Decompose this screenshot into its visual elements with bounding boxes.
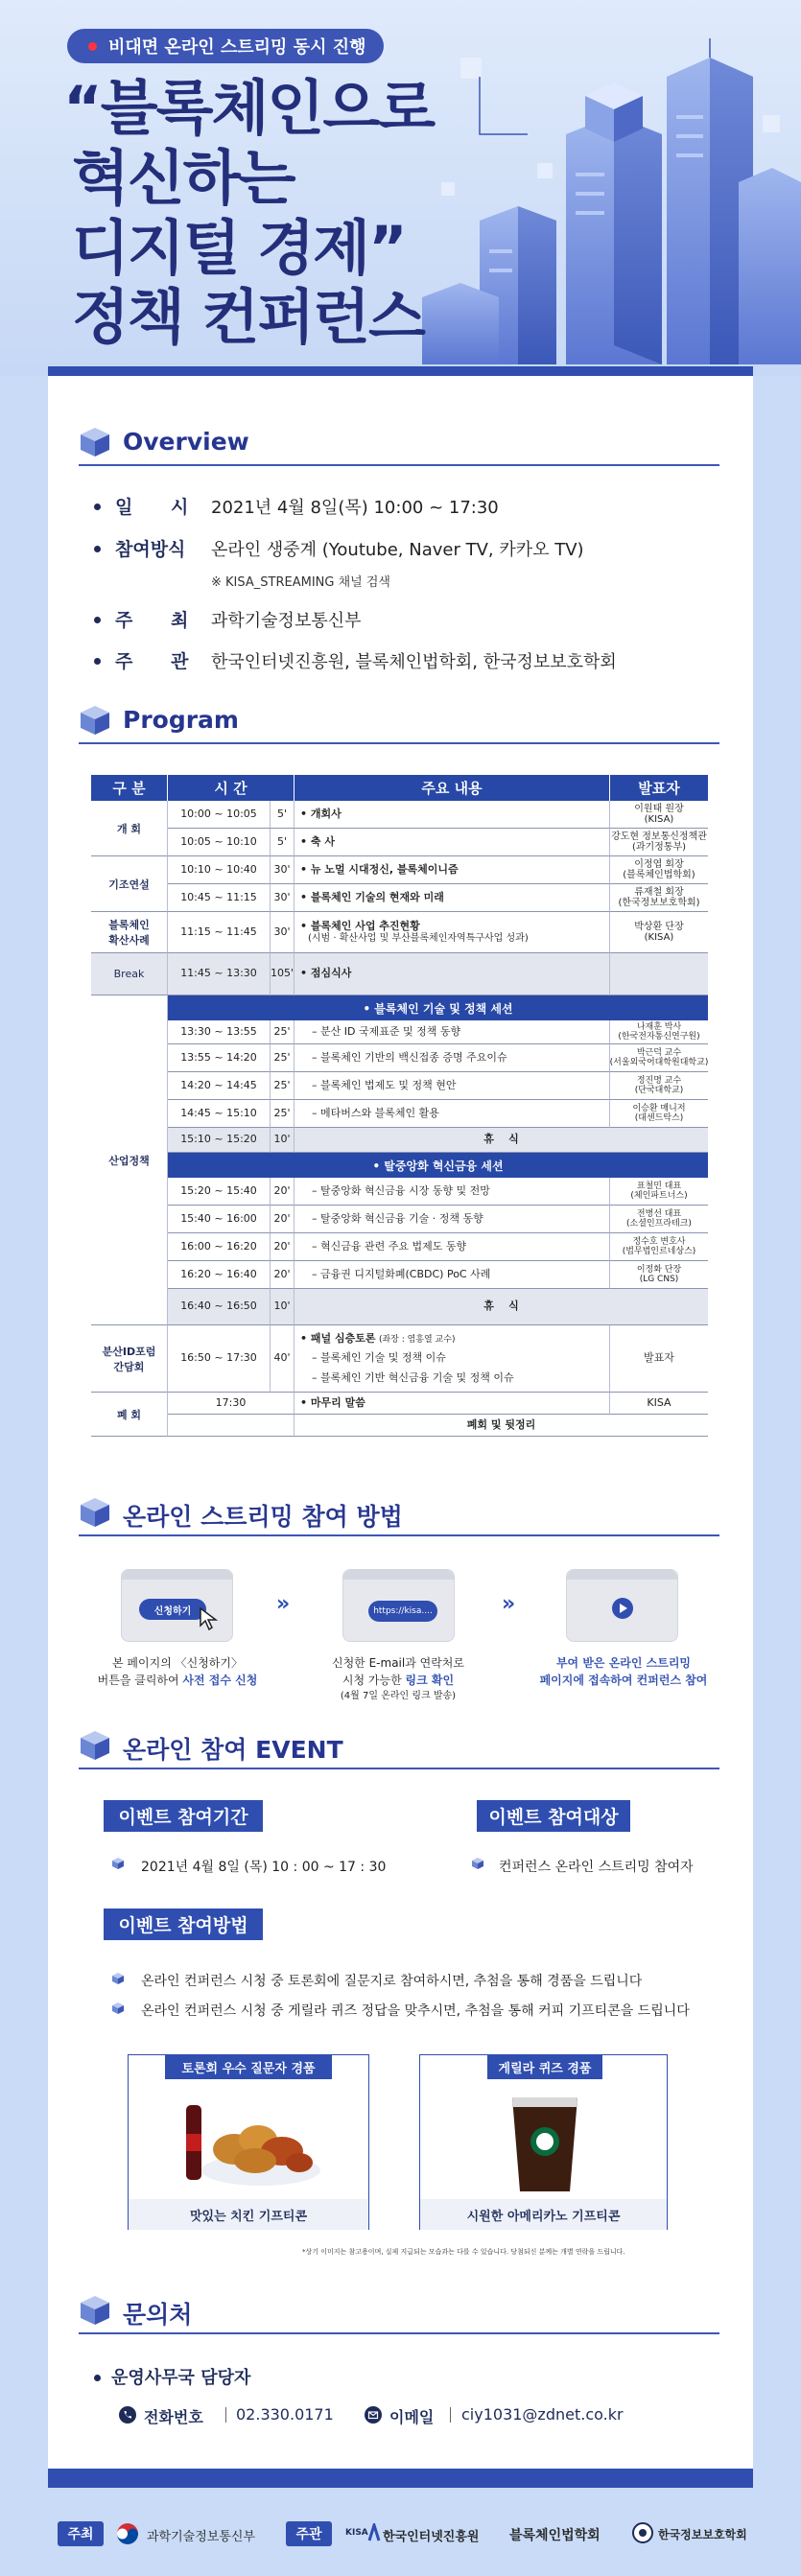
time-cell: 14:45 ~ 15:10 xyxy=(168,1100,271,1128)
streaming-divider xyxy=(79,1534,719,1536)
minutes-cell: 40' xyxy=(271,1325,294,1393)
contact-heading: 문의처 xyxy=(123,2301,193,2329)
cube-bullet-icon xyxy=(111,1857,125,1870)
org-kisa: 한국인터넷진흥원 xyxy=(383,2530,480,2544)
content-cell: – 메타버스와 블록체인 활용 xyxy=(294,1100,610,1128)
minutes-cell: 10' xyxy=(271,1289,294,1325)
cube-icon xyxy=(79,704,111,737)
speaker-cell: 이정화 단장 (LG CNS) xyxy=(610,1261,708,1289)
arrow-icon: » xyxy=(502,1592,516,1616)
bullet-icon xyxy=(94,546,101,552)
program-table xyxy=(91,775,708,1467)
bullet-icon xyxy=(94,658,101,665)
kiisc-logo-icon xyxy=(632,2522,653,2543)
kisa-logo: KISA xyxy=(345,2528,368,2538)
minutes-cell: 20' xyxy=(271,1178,294,1206)
live-dot-icon xyxy=(88,42,97,51)
phone-number[interactable]: 02.330.0171 xyxy=(236,2405,334,2424)
link-url: https://kisa.... xyxy=(368,1601,437,1622)
apply-button[interactable]: 신청하기 xyxy=(139,1599,206,1620)
phone-label: 전화번호 xyxy=(144,2408,203,2426)
minutes-cell: 30' xyxy=(271,884,294,912)
content-cell: – 탈중앙화 혁신금융 시장 동향 및 전망 xyxy=(294,1178,610,1206)
prize-name: 맛있는 치킨 기프티콘 xyxy=(129,2199,368,2230)
overview-divider xyxy=(79,464,719,466)
time-cell: 10:05 ~ 10:10 xyxy=(168,829,271,856)
time-cell: 11:45 ~ 13:30 xyxy=(168,953,271,995)
speaker-cell xyxy=(610,953,708,995)
minutes-cell: 25' xyxy=(271,1072,294,1100)
speaker-cell: 강도현 정보통신정책관 (과기정통부) xyxy=(610,829,708,856)
title-line-4: 정책 컨퍼런스 xyxy=(72,282,424,352)
table-header: 발표자 xyxy=(610,775,708,801)
time-cell: 13:30 ~ 13:55 xyxy=(168,1020,271,1044)
content-cell: – 블록체인 법제도 및 정책 현안 xyxy=(294,1072,610,1100)
speaker-cell: 박근덕 교수 (서울외국어대학원대학교) xyxy=(610,1044,708,1072)
group-case: 블록체인 확산사례 xyxy=(91,912,168,953)
organizer-badge: 주관 xyxy=(286,2521,332,2546)
rest-cell: 휴 식 xyxy=(294,1128,708,1153)
minutes-cell: 20' xyxy=(271,1261,294,1289)
kisa-logo-icon xyxy=(367,2523,381,2542)
overview-value-host: 과학기술정보통신부 xyxy=(211,611,362,631)
content-cell xyxy=(294,912,610,953)
program-heading: Program xyxy=(123,706,239,734)
minutes-cell: 25' xyxy=(271,1100,294,1128)
group-open: 개 회 xyxy=(91,801,168,856)
browser-step-1 xyxy=(121,1569,233,1642)
time-cell: 16:20 ~ 16:40 xyxy=(168,1261,271,1289)
host-org: 과학기술정보통신부 xyxy=(147,2530,256,2544)
time-cell: 15:40 ~ 16:00 xyxy=(168,1206,271,1233)
content-cell: – 분산 ID 국제표준 및 정책 동향 xyxy=(294,1020,610,1044)
panel-moderator: (좌장 : 염흥열 교수) xyxy=(378,1334,456,1345)
host-badge: 주최 xyxy=(58,2521,104,2546)
minutes-cell: 30' xyxy=(271,912,294,953)
event-target-value: 컨퍼런스 온라인 스트리밍 참여자 xyxy=(499,1860,694,1875)
step-1-text: 본 페이지의 〈신청하기〉 버튼을 클릭하여 사전 접수 신청 xyxy=(97,1656,258,1687)
event-target-tag: 이벤트 참여대상 xyxy=(477,1800,630,1832)
content-cell: • 개회사 xyxy=(294,801,610,829)
coffee-cup-icon xyxy=(507,2088,583,2195)
speaker-cell: 이승환 매니저 (대센드탁스) xyxy=(610,1100,708,1128)
org-kiisc: 한국정보보호학회 xyxy=(658,2528,747,2541)
minutes-cell: 20' xyxy=(271,1233,294,1261)
content-cell: • 점심식사 xyxy=(294,953,610,995)
overview-label: 참여방식 xyxy=(115,539,186,560)
browser-step-2 xyxy=(342,1569,455,1642)
empty-cell xyxy=(168,1415,294,1437)
speaker-cell: 발표자 xyxy=(610,1325,708,1393)
browser-step-3 xyxy=(566,1569,678,1642)
blockchain-city-illustration xyxy=(422,19,801,376)
streaming-heading: 온라인 스트리밍 참여 방법 xyxy=(123,1503,403,1531)
email-address[interactable]: ciy1031@zdnet.co.kr xyxy=(461,2405,624,2424)
session-bar: • 블록체인 기술 및 정책 세션 xyxy=(168,995,708,1020)
speaker-cell: 류재철 회장 (한국정보보호학회) xyxy=(610,884,708,912)
prize-card-chicken xyxy=(128,2054,369,2230)
separator xyxy=(450,2407,451,2423)
msit-logo-icon xyxy=(116,2522,139,2545)
session-bar: • 탈중앙화 혁신금융 세션 xyxy=(168,1153,708,1178)
minutes-cell: 10' xyxy=(271,1128,294,1153)
hero-divider xyxy=(48,366,753,376)
footer-bar xyxy=(48,2469,753,2488)
event-method-2: 온라인 컨퍼런스 시청 중 게릴라 퀴즈 정답을 맞추시면, 추첨을 통해 커피 기프티콘을 드립니다 xyxy=(141,2003,690,2019)
prize-name: 시원한 아메리카노 기프티콘 xyxy=(420,2199,667,2230)
time-cell: 13:55 ~ 14:20 xyxy=(168,1044,271,1072)
speaker-cell: 정수호 변호사 (법무법인르네상스) xyxy=(610,1233,708,1261)
overview-value-method: 온라인 생중계 (Youtube, Naver TV, 카카오 TV) xyxy=(211,540,584,560)
cube-icon xyxy=(79,1729,111,1762)
content-cell: – 혁신금융 관련 주요 법제도 동향 xyxy=(294,1233,610,1261)
play-icon xyxy=(611,1597,634,1620)
speaker-cell: 나재훈 박사 (한국전자통신연구원) xyxy=(610,1020,708,1044)
chicken-image-icon xyxy=(177,2096,320,2191)
time-cell: 16:40 ~ 16:50 xyxy=(168,1289,271,1325)
time-cell: 16:50 ~ 17:30 xyxy=(168,1325,271,1393)
title-line-3: 디지털 경제” xyxy=(72,213,406,283)
speaker-cell: 박상환 단장 (KISA) xyxy=(610,912,708,953)
event-period-tag: 이벤트 참여기간 xyxy=(104,1800,263,1832)
time-cell: 16:00 ~ 16:20 xyxy=(168,1233,271,1261)
email-icon xyxy=(365,2406,382,2424)
overview-note: ※ KISA_STREAMING 채널 검색 xyxy=(211,575,390,590)
time-cell: 15:10 ~ 15:20 xyxy=(168,1128,271,1153)
content-cell: – 블록체인 기반의 백신접종 증명 주요이슈 xyxy=(294,1044,610,1072)
table-header: 주요 내용 xyxy=(294,775,610,801)
title-line-2: 혁신하는 xyxy=(72,143,294,213)
minutes-cell: 25' xyxy=(271,1020,294,1044)
speaker-cell: 전병선 대표 (소셜인프라테크) xyxy=(610,1206,708,1233)
speaker-cell: 이정엽 회장 (블록체인법학회) xyxy=(610,856,708,884)
panel-content-cell xyxy=(294,1325,610,1393)
minutes-cell: 105' xyxy=(271,953,294,995)
group-keynote: 기조연설 xyxy=(91,856,168,912)
org-blockchain-law: 블록체인법학회 xyxy=(509,2528,601,2543)
cube-bullet-icon xyxy=(471,1857,484,1870)
panel-item: – 블록체인 기술 및 정책 이슈 xyxy=(312,1351,446,1365)
content-title: • 블록체인 사업 추진현황 xyxy=(300,919,420,932)
rest-cell: 휴 식 xyxy=(294,1289,708,1325)
content-cell: – 탈중앙화 혁신금융 기술 · 정책 동향 xyxy=(294,1206,610,1233)
minutes-cell: 5' xyxy=(271,801,294,829)
time-cell: 11:15 ~ 11:45 xyxy=(168,912,271,953)
overview-value-date: 2021년 4월 8일(목) 10:00 ~ 17:30 xyxy=(211,498,499,518)
email-label: 이메일 xyxy=(389,2408,435,2426)
time-cell: 10:00 ~ 10:05 xyxy=(168,801,271,829)
speaker-cell: 표철민 대표 (체인파트너스) xyxy=(610,1178,708,1206)
event-method-1: 온라인 컨퍼런스 시청 중 토론회에 질문지로 참여하시면, 추첨을 통해 경품을 드립니다 xyxy=(141,1974,643,1989)
program-divider xyxy=(79,742,719,744)
prize-caption: 게릴라 퀴즈 경품 xyxy=(487,2054,602,2079)
time-cell: 15:20 ~ 15:40 xyxy=(168,1178,271,1206)
close-final-cell: 폐회 및 뒷정리 xyxy=(294,1415,708,1437)
table-header: 구 분 xyxy=(91,775,168,801)
group-break: Break xyxy=(91,953,168,995)
time-cell: 17:30 xyxy=(168,1393,294,1415)
event-footnote: *상기 이미지는 참고용이며, 실제 지급되는 모습과는 다를 수 있습니다. 당첨되신 분께는 개별 연락을 드립니다. xyxy=(302,2248,625,2256)
contact-divider xyxy=(79,2332,719,2334)
content-cell: • 축 사 xyxy=(294,829,610,856)
cube-bullet-icon xyxy=(111,2002,125,2015)
content-cell: • 뉴 노멀 시대정신, 블록체이니즘 xyxy=(294,856,610,884)
time-cell: 10:45 ~ 11:15 xyxy=(168,884,271,912)
bullet-icon xyxy=(94,617,101,623)
panel-item: – 블록체인 기반 혁신금융 기술 및 정책 이슈 xyxy=(312,1370,514,1384)
arrow-icon: » xyxy=(276,1592,291,1616)
cube-bullet-icon xyxy=(111,1972,125,1985)
minutes-cell: 25' xyxy=(271,1044,294,1072)
overview-heading: Overview xyxy=(123,428,249,456)
cube-icon xyxy=(79,426,111,458)
speaker-cell: KISA xyxy=(610,1393,708,1415)
step-2-text: 신청한 E-mail과 연락처로 시청 가능한 링크 확인 (4월 7일 온라인 링크 발송) xyxy=(332,1656,464,1701)
prize-caption: 토론회 우수 질문자 경품 xyxy=(165,2054,332,2079)
time-cell: 14:20 ~ 14:45 xyxy=(168,1072,271,1100)
contact-office: 운영사무국 담당자 xyxy=(111,2368,251,2388)
event-heading: 온라인 참여 EVENT xyxy=(123,1736,343,1764)
minutes-cell: 20' xyxy=(271,1206,294,1233)
group-industry: 산업정책 xyxy=(91,995,168,1325)
phone-icon xyxy=(119,2406,136,2424)
prize-card-coffee xyxy=(419,2054,668,2230)
panel-title: • 패널 심층토론 xyxy=(300,1331,376,1345)
table-header: 시 간 xyxy=(168,775,294,801)
overview-label: 주 최 xyxy=(115,610,189,631)
overview-label: 주 관 xyxy=(115,651,189,672)
separator xyxy=(225,2407,226,2423)
step-3-text: 부여 받은 온라인 스트리밍 페이지에 접속하여 컨퍼런스 참여 xyxy=(539,1656,708,1687)
group-close: 폐 회 xyxy=(91,1393,168,1437)
bullet-icon xyxy=(94,2375,101,2381)
group-panel: 분산ID포럼 간담회 xyxy=(91,1325,168,1393)
bullet-icon xyxy=(94,503,101,510)
event-method-tag: 이벤트 참여방법 xyxy=(104,1909,263,1940)
content-cell: • 마무리 말씀 xyxy=(294,1393,610,1415)
minutes-cell: 30' xyxy=(271,856,294,884)
hero-banner xyxy=(0,0,801,376)
title-line-1: “블록체인으로 xyxy=(63,73,435,143)
speaker-cell: 정진명 교수 (단국대학교) xyxy=(610,1072,708,1100)
cube-icon xyxy=(79,2294,111,2327)
event-divider xyxy=(79,1768,719,1769)
time-cell: 10:10 ~ 10:40 xyxy=(168,856,271,884)
speaker-cell: 이원태 원장 (KISA) xyxy=(610,801,708,829)
content-cell: • 블록체인 기술의 현재와 미래 xyxy=(294,884,610,912)
content-subtitle: (시범 · 확산사업 및 부산블록체인자역특구사업 성과) xyxy=(308,932,529,944)
minutes-cell: 5' xyxy=(271,829,294,856)
overview-label: 일 시 xyxy=(115,497,189,518)
streaming-badge: 비대면 온라인 스트리밍 동시 진행 xyxy=(67,29,384,63)
cursor-icon xyxy=(199,1606,220,1631)
event-period-value: 2021년 4월 8일 (목) 10 : 00 ~ 17 : 30 xyxy=(141,1860,387,1875)
content-cell: – 금융권 디지털화폐(CBDC) PoC 사례 xyxy=(294,1261,610,1289)
overview-value-organizer: 한국인터넷진흥원, 블록체인법학회, 한국정보보호학회 xyxy=(211,652,617,672)
cube-icon xyxy=(79,1496,111,1529)
